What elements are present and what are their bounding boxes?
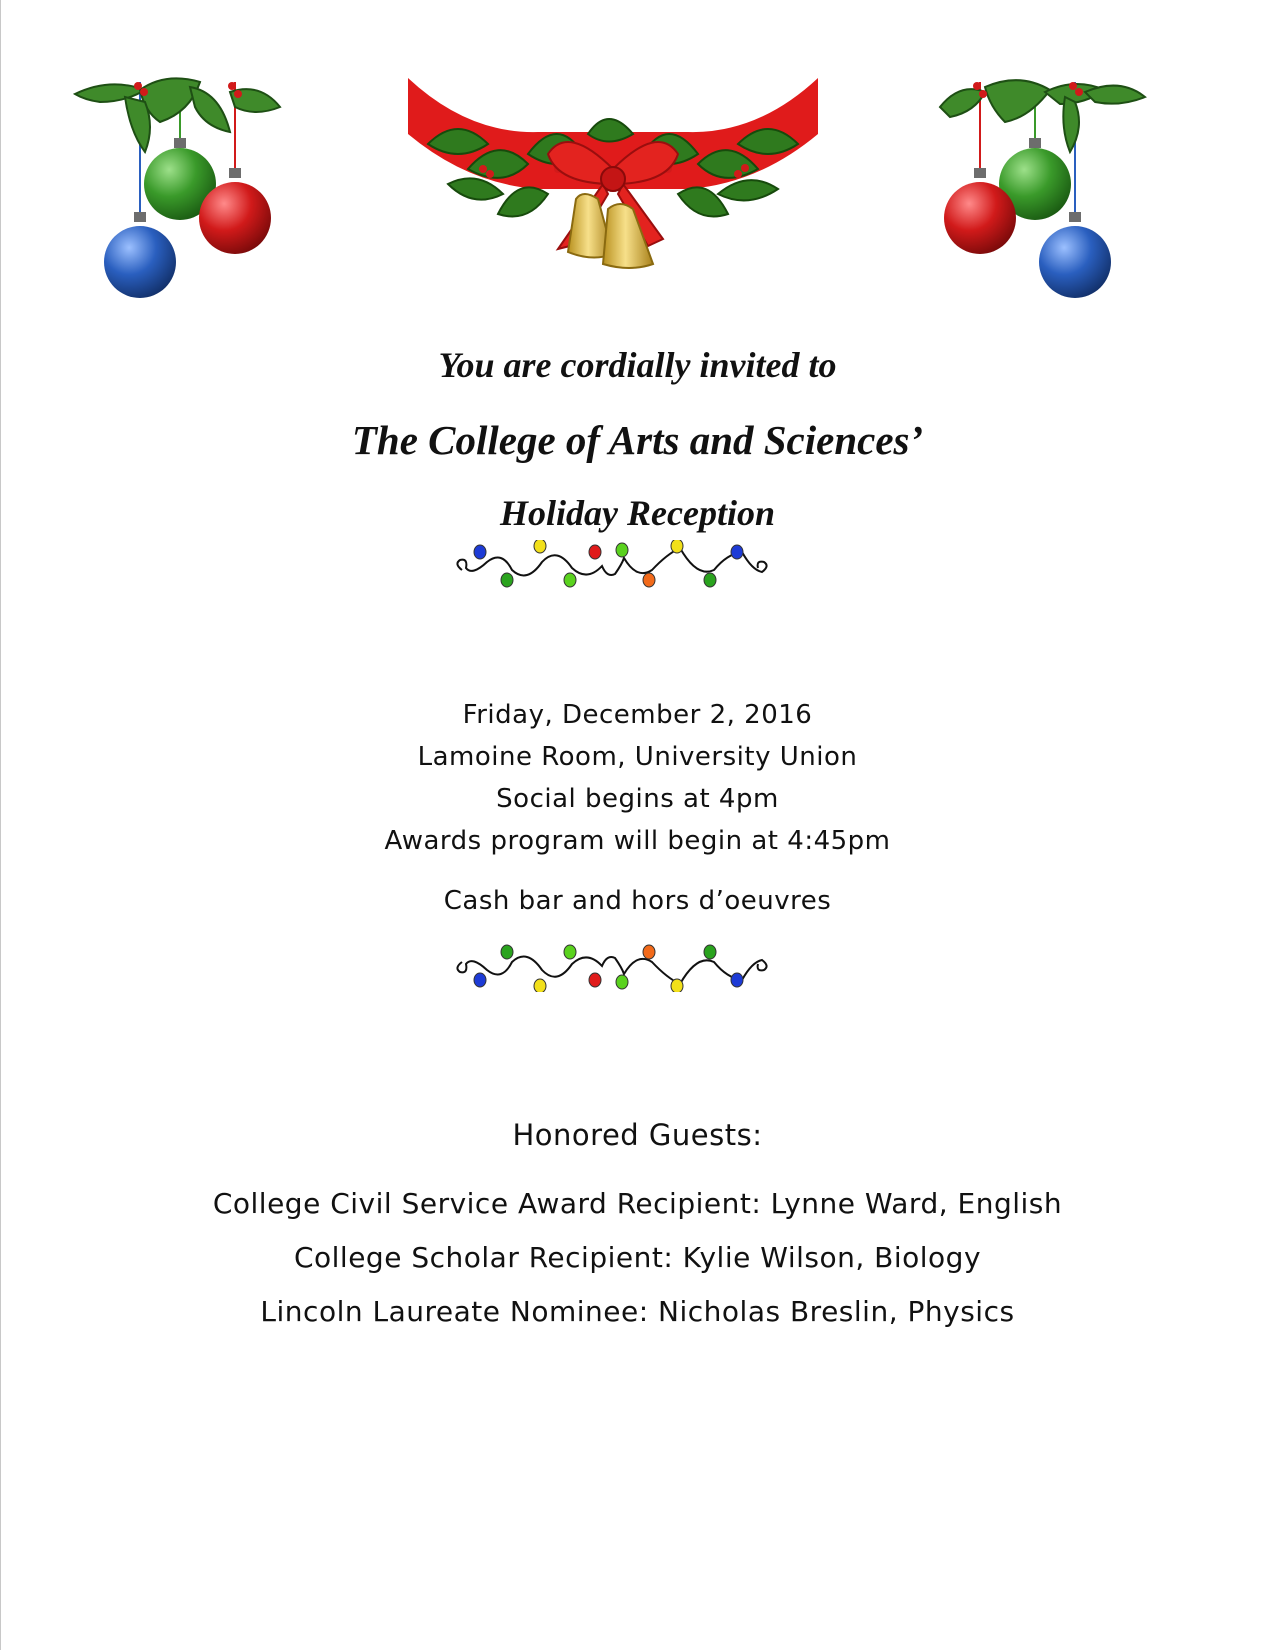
event-date: Friday, December 2, 2016 bbox=[462, 700, 813, 730]
holly-ornaments-right-icon bbox=[935, 72, 1150, 307]
event-location: Lamoine Room, University Union bbox=[417, 742, 858, 772]
guest-item: College Scholar Recipient: Kylie Wilson, Biology bbox=[293, 1241, 982, 1274]
guest-item: College Civil Service Award Recipient: Lynne Ward, English bbox=[212, 1187, 1063, 1220]
event-social-time: Social begins at 4pm bbox=[496, 784, 779, 814]
invitation-line-3: Holiday Reception bbox=[500, 493, 775, 533]
holly-ornaments-left-icon bbox=[70, 72, 285, 307]
event-awards-time: Awards program will begin at 4:45pm bbox=[384, 826, 891, 856]
event-refreshments: Cash bar and hors d’oeuvres bbox=[443, 886, 832, 916]
honored-guests-title: Honored Guests: bbox=[512, 1118, 763, 1152]
string-lights-top-icon bbox=[452, 540, 772, 590]
guest-item: Lincoln Laureate Nominee: Nicholas Breslin, Physics bbox=[260, 1295, 1015, 1328]
garland-bells-icon bbox=[408, 74, 820, 284]
string-lights-bottom-icon bbox=[452, 942, 772, 992]
invitation-line-2: The College of Arts and Sciences’ bbox=[351, 417, 924, 463]
invitation-line-1: You are cordially invited to bbox=[438, 345, 837, 385]
